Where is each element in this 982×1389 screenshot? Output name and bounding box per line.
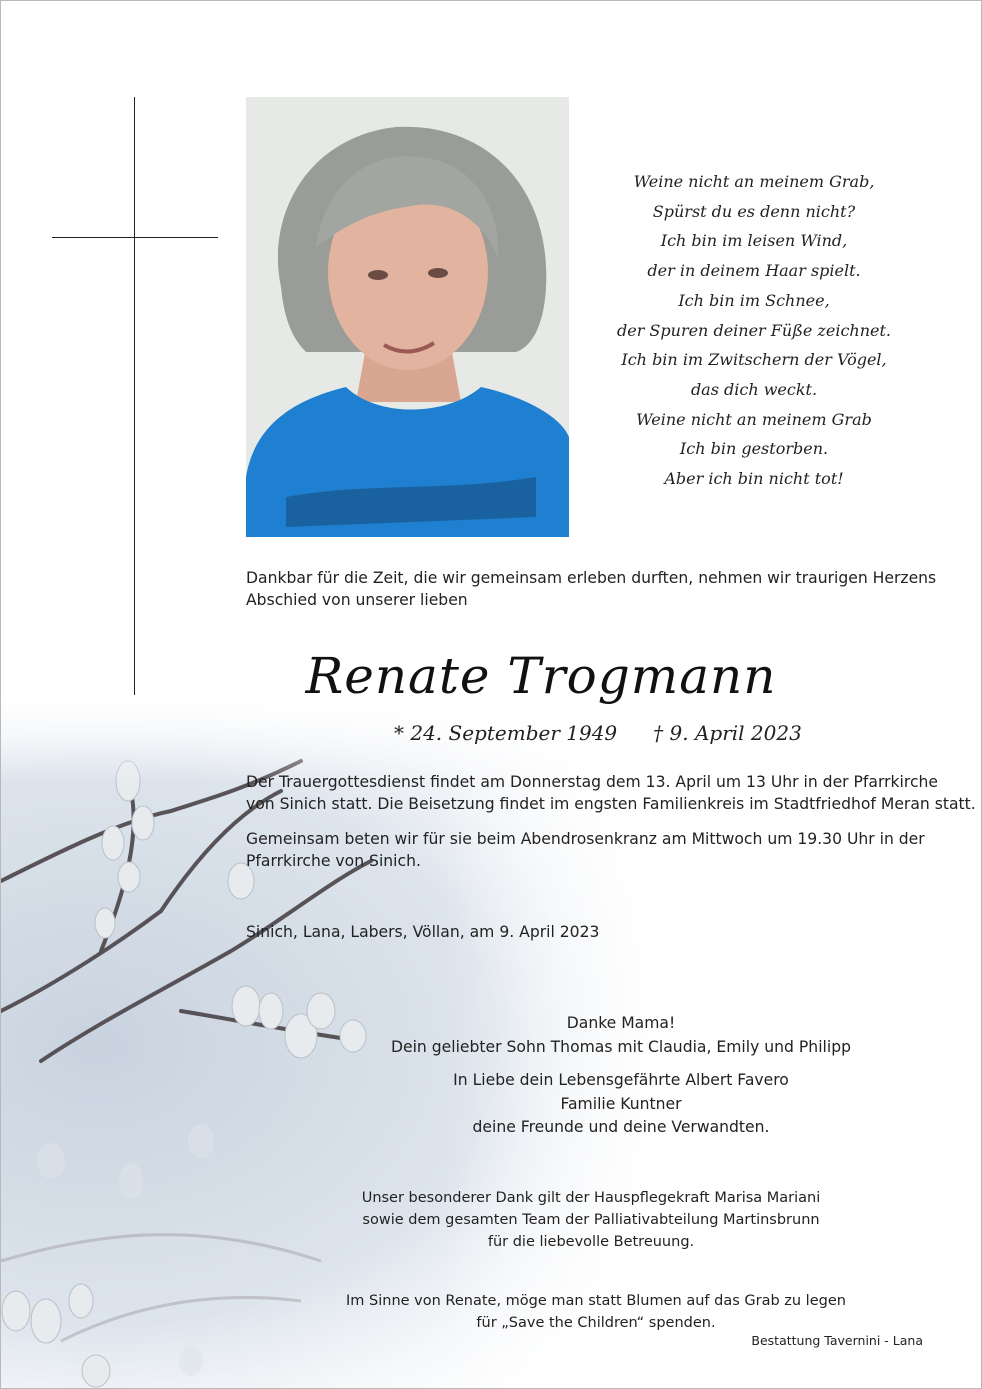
intro-line: Dankbar für die Zeit, die wir gemeinsam erleben durften, nehmen wir traurigen Herzens: [246, 569, 937, 587]
special-thanks: [331, 1187, 851, 1253]
poem-line: Spürst du es denn nicht?: [652, 201, 856, 221]
mourners-family: [341, 1012, 901, 1059]
mourner-line: deine Freunde und deine Verwandten.: [472, 1118, 770, 1136]
undertaker-credit: Bestattung Tavernini - Lana: [751, 1333, 923, 1348]
poem-line: der in deinem Haar spielt.: [647, 261, 861, 281]
mourner-line: In Liebe dein Lebensgefährte Albert Favero: [453, 1071, 789, 1089]
thanks-line: Unser besonderer Dank gilt der Hauspflegekraft Marisa Mariani: [361, 1190, 821, 1206]
place-date-text: Sinich, Lana, Labers, Völlan, am 9. April 2023: [246, 923, 600, 941]
intro-text: [246, 567, 946, 611]
donation-line: Im Sinne von Renate, möge man statt Blumen auf das Grab zu legen: [346, 1293, 846, 1309]
place-date: [246, 921, 946, 943]
mourners-others: [341, 1069, 901, 1140]
birth-date: * 24. September 1949: [394, 721, 618, 745]
thanks-line: sowie dem gesamten Team der Palliativabteilung Martinsbrunn: [362, 1212, 820, 1228]
cross-vertical-bar: [134, 97, 135, 695]
poem-line: Ich bin im leisen Wind,: [660, 231, 848, 251]
service-line: Der Trauergottesdienst findet am Donnerstag dem 13. April um 13 Uhr in der Pfarrkirche: [246, 773, 939, 791]
donation-line: für „Save the Children“ spenden.: [476, 1315, 716, 1331]
memorial-poem: [589, 167, 919, 494]
life-dates: [394, 721, 814, 745]
mourner-line: Danke Mama!: [566, 1014, 676, 1032]
donation-request: [316, 1290, 876, 1334]
poem-line: der Spuren deiner Füße zeichnet.: [616, 320, 891, 340]
mourner-line: Familie Kuntner: [560, 1094, 682, 1113]
poem-line: Weine nicht an meinem Grab,: [633, 172, 875, 191]
poem-line: Ich bin im Schnee,: [678, 290, 830, 310]
thanks-line: für die liebevolle Betreuung.: [487, 1234, 695, 1250]
service-line: von Sinich statt. Die Beisetzung findet im engsten Familienkreis im Stadtfriedhof Meran statt.: [246, 795, 976, 813]
deceased-name-text: Renate Trogmann: [305, 647, 777, 705]
portrait-photo: [246, 97, 569, 537]
deceased-name: [246, 639, 946, 713]
intro-line: Abschied von unserer lieben: [246, 591, 468, 609]
death-date: † 9. April 2023: [653, 721, 802, 745]
poem-line: Weine nicht an meinem Grab: [636, 409, 872, 429]
rosary-line: Pfarrkirche von Sinich.: [246, 852, 421, 870]
poem-line: Ich bin im Zwitschern der Vögel,: [621, 350, 887, 370]
rosary-info: [246, 828, 946, 872]
poem-line: Aber ich bin nicht tot!: [664, 469, 844, 489]
cross-horizontal-bar: [52, 237, 218, 238]
funeral-service-info: [246, 771, 976, 815]
poem-line: das dich weckt.: [690, 379, 818, 399]
rosary-line: Gemeinsam beten wir für sie beim Abendrosenkranz am Mittwoch um 19.30 Uhr in der: [246, 830, 925, 848]
mourner-line: Dein geliebter Sohn Thomas mit Claudia, Emily und Philipp: [391, 1037, 851, 1056]
poem-line: Ich bin gestorben.: [679, 439, 829, 459]
